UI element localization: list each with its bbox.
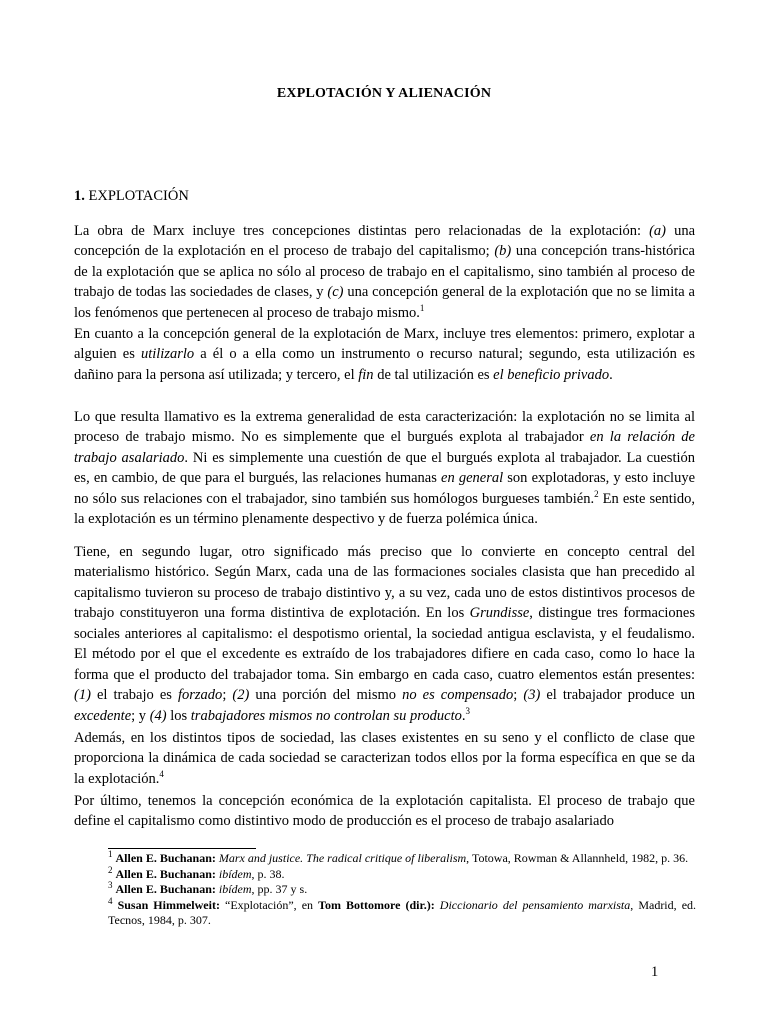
italic-run: en la relación de trabajo asalariado	[74, 429, 695, 466]
text-run: , distingue tres formaciones sociales anteriores al capitalismo: el despotismo oriental, la sociedad antigua esclavista, y el feudalismo. El método por el que el excedente es extraído de los trabajadores difiere en cada caso, como lo hace la forma que el producto del trabajador toma. Sin embargo en cada caso, cuatro elementos están presentes:	[74, 605, 696, 683]
text-run: el trabajo es	[90, 687, 178, 703]
italic-run: excedente	[74, 707, 132, 724]
section-number: 1.	[74, 188, 85, 204]
footnote-1	[108, 851, 696, 867]
text-run: una concepción general de la explotación que no se limita a los fenómenos que pertenecen al proceso de trabajo mismo.	[74, 284, 695, 321]
paragraph-6	[74, 791, 695, 832]
document-title: EXPLOTACIÓN Y ALIENACIÓN	[276, 86, 492, 101]
footnote-number: 3	[108, 880, 113, 890]
italic-run: (b)	[494, 243, 512, 259]
italic-run: no es compensado	[402, 687, 514, 703]
text-run: La obra de Marx incluye tres concepciones distintas pero relacionadas de la explotación:	[74, 222, 650, 239]
footnotes	[108, 851, 696, 929]
section-heading	[74, 188, 189, 205]
text-run: Por último, tenemos la concepción económica de la explotación capitalista. El proceso de trabajo que define el capitalismo como distintivo modo de producción es el proceso de trabajo asalariado	[74, 792, 695, 829]
text-run: son explotadoras, y esto incluye no sólo sus relaciones con el trabajador, sino también sus homólogos burgueses también.	[74, 470, 696, 507]
footnote-ref: 3	[465, 705, 470, 716]
footnote-ref: 2	[594, 488, 599, 499]
italic-run: el beneficio privado	[493, 366, 610, 383]
footnote-ref: 4	[159, 768, 164, 779]
footnote-separator	[108, 848, 256, 849]
footnote-2	[108, 864, 696, 883]
italic-run: trabajadores mismos no controlan su producto	[190, 707, 462, 724]
footnote-work: ibídem	[218, 882, 252, 896]
footnote-work: Diccionario del pensamiento marxista	[439, 897, 631, 912]
italic-run: forzado	[177, 687, 223, 703]
footnote-rest: , Totowa, Rowman & Allannheld, 1982, p. 36.	[466, 851, 689, 865]
section-title: EXPLOTACIÓN	[88, 188, 189, 204]
italic-run: utilizarlo	[140, 346, 195, 362]
footnote-number: 1	[108, 849, 113, 859]
italic-run: (a)	[649, 222, 666, 239]
text-run: a él o a ella como un instrumento o recurso natural; segundo, esta utilización es dañino para la persona así utilizada; y tercero, el	[74, 346, 696, 383]
text-run: . Ni es simplemente una cuestión de que el burgués explota al trabajador. La cuestión es, en cambio, de que para el burgués, las relaciones humanas	[74, 449, 696, 486]
text-run: .	[609, 366, 613, 383]
text-run: una porción del mismo	[249, 687, 403, 703]
footnote-work: Marx and justice. The radical critique of liberalism	[218, 851, 467, 865]
footnote-author: Allen E. Buchanan:	[115, 866, 216, 881]
footnote-author: Allen E. Buchanan:	[115, 851, 216, 865]
page-number: 1	[651, 964, 659, 980]
italic-run: fin	[358, 366, 374, 383]
text-run: una concepción trans-histórica de la explotación que se aplica no sólo al proceso de trabajo en el capitalismo, sino también al proceso de trabajo de todas las sociedades de clases, y	[74, 243, 695, 300]
text-run: En cuanto a la concepción general de la explotación de Marx, incluye tres elementos: primero, explotar a alguien es	[74, 325, 695, 362]
footnote-mid: “Explotación”, en	[219, 897, 319, 912]
text-run: ; y	[131, 707, 150, 724]
italic-run: (c)	[327, 284, 344, 300]
paragraph-4	[74, 542, 695, 727]
text-run: En este sentido, la explotación es un término plenamente despectivo y de fuerza polémica única.	[74, 490, 695, 527]
footnote-number: 4	[108, 895, 113, 906]
paragraph-3	[74, 407, 695, 530]
text-run: Además, en los distintos tipos de sociedad, las clases existentes en su seno y el conflicto de clase que proporciona la dinámica de cada sociedad se caracterizan todos ellos por la forma específica en que se da la explotación.	[74, 729, 695, 787]
text-run: una concepción de la explotación en el proceso de trabajo del capitalismo;	[74, 222, 695, 259]
footnote-author: Susan Himmelweit:	[117, 897, 220, 912]
paragraph-5	[74, 728, 695, 790]
footnote-rest: , pp. 37 y s.	[251, 882, 308, 896]
text-run: Lo que resulta llamativo es la extrema generalidad de esta caracterización: la explotación no se limita al proceso de trabajo mismo. No es simplemente que el burgués explota al trabajador	[74, 408, 695, 445]
footnote-number: 2	[108, 864, 113, 875]
text-run: Tiene, en segundo lugar, otro significado más preciso que lo convierte en concepto central del materialismo histórico. Según Marx, cada una de las formaciones sociales clasista que han precedido al capitalismo tuvieron su proceso de trabajo distintivo y, a su vez, cada uno de estos distintivos procesos de trabajo constituyeron una forma distintiva de explotación. En los	[74, 543, 695, 621]
footnote-author: Allen E. Buchanan:	[115, 882, 216, 896]
footnote-ref: 1	[419, 302, 425, 313]
text-run: los	[166, 707, 191, 724]
italic-run: (3)	[523, 687, 541, 703]
paragraph-2	[74, 324, 695, 386]
italic-run: en general	[441, 470, 504, 486]
footnote-rest: , p. 38.	[251, 866, 285, 881]
text-run: ;	[513, 687, 524, 703]
italic-run: (4)	[149, 707, 167, 724]
footnote-4	[108, 895, 697, 929]
text-run: ;	[222, 687, 233, 703]
text-run: .	[461, 707, 466, 724]
italic-run: Grundisse	[469, 605, 530, 621]
italic-run: (1)	[74, 687, 91, 703]
text-run: el trabajador produce un	[540, 687, 695, 703]
footnote-rest: , Madrid, ed. Tecnos, 1984, p. 307.	[108, 897, 697, 927]
footnote-3	[108, 882, 696, 898]
paragraph-1	[74, 221, 695, 324]
footnote-work: ibídem	[218, 866, 252, 881]
text-run: de tal utilización es	[373, 366, 494, 383]
italic-run: (2)	[232, 687, 250, 703]
footnote-editor: Tom Bottomore (dir.):	[318, 897, 435, 912]
